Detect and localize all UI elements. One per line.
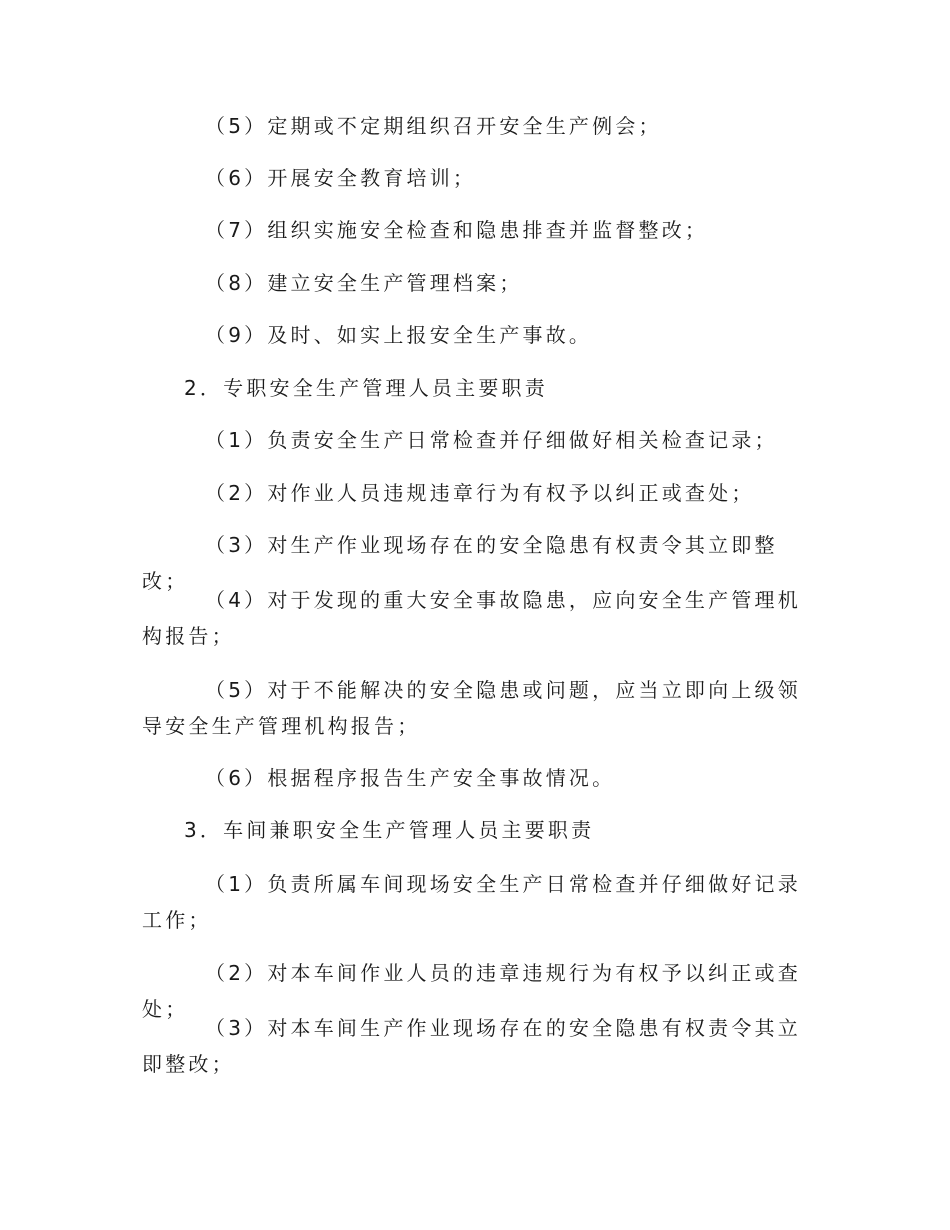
list-item-5-unresolved-issues: （5）对于不能解决的安全隐患或问题，应当立即向上级领导安全生产管理机构报告； [142,678,801,738]
list-item-2-correct-violations: （2）对作业人员违规违章行为有权予以纠正或查处； [205,481,755,505]
list-item-8-management-archive: （8）建立安全生产管理档案； [205,271,523,295]
section-heading-workshop-staff: 3．车间兼职安全生产管理人员主要职责 [184,818,595,842]
list-item-3-order-rectification: （3）对生产作业现场存在的安全隐患有权责令其立即整改； [142,533,778,593]
list-item-6-safety-training: （6）开展安全教育培训； [205,166,477,190]
list-item-9-accident-report: （9）及时、如实上报安全生产事故。 [205,323,593,347]
list-item-6-accident-procedure: （6）根据程序报告生产安全事故情况。 [205,766,616,790]
list-item-1-daily-inspection: （1）负责安全生产日常检查并仔细做好相关检查记录； [205,428,778,452]
list-item-1-workshop-inspection: （1）负责所属车间现场安全生产日常检查并仔细做好记录工作； [142,872,801,932]
list-item-7-inspection-rectification: （7）组织实施安全检查和隐患排查并监督整改； [205,218,709,242]
section-heading-full-time-staff: 2．专职安全生产管理人员主要职责 [184,376,548,400]
list-item-2-workshop-violations: （2）对本车间作业人员的违章违规行为有权予以纠正或查处； [142,961,801,1021]
list-item-5-regular-meeting: （5）定期或不定期组织召开安全生产例会； [205,114,662,138]
list-item-3-workshop-rectification: （3）对本车间生产作业现场存在的安全隐患有权责令其立即整改； [142,1016,801,1076]
list-item-4-major-hazard-report: （4）对于发现的重大安全事故隐患，应向安全生产管理机构报告； [142,588,801,648]
